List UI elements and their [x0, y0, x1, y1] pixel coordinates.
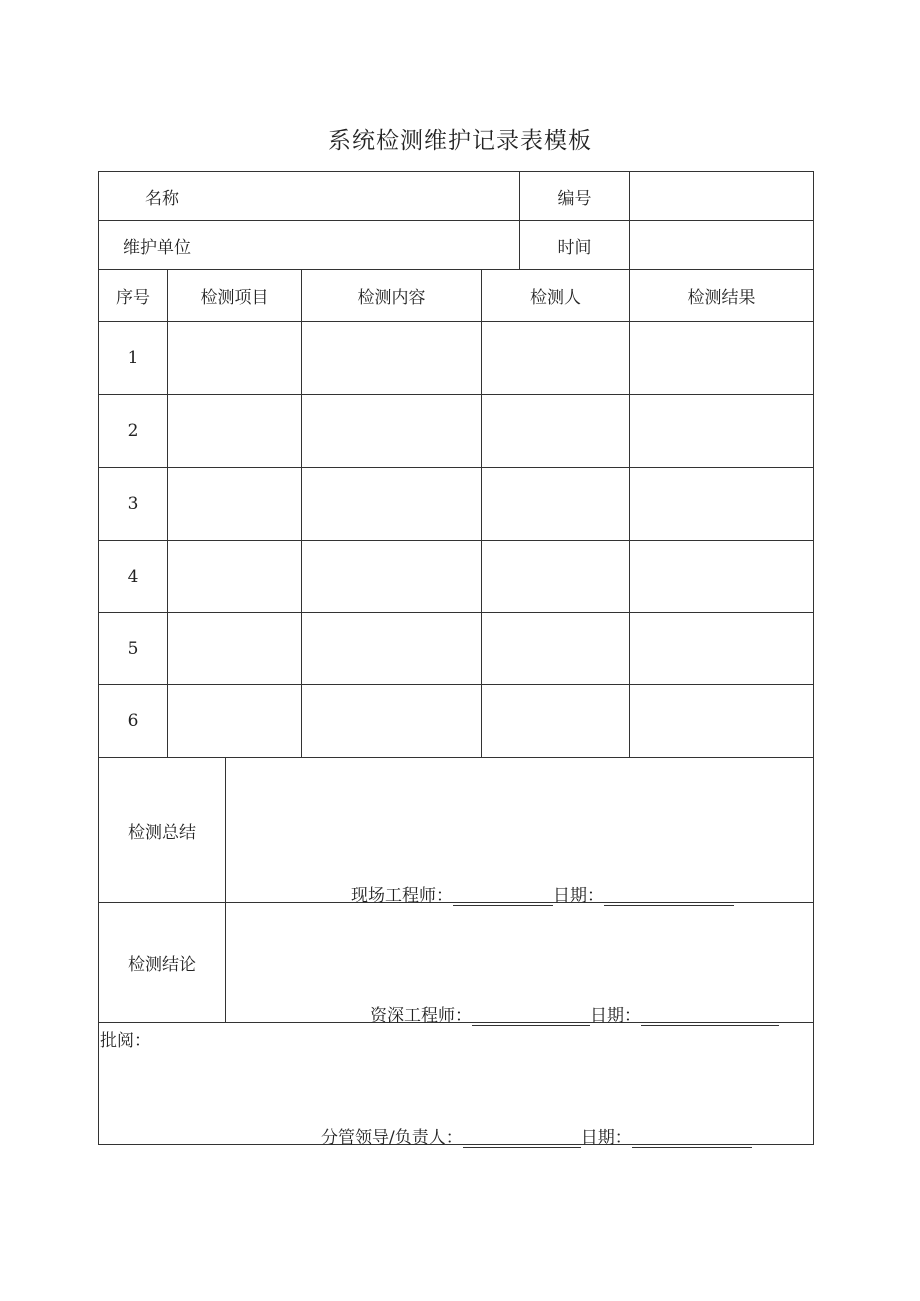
summary-date-label: 日期：: [553, 886, 604, 906]
review-date-blank[interactable]: [632, 1129, 752, 1148]
review-signer-label: 分管领导/负责人：: [321, 1128, 463, 1148]
col-divider: [629, 269, 630, 757]
conclusion-signer-blank[interactable]: [472, 1007, 590, 1026]
summary-date-blank[interactable]: [604, 887, 734, 906]
header-inspector: 检测人: [530, 288, 581, 308]
record-form: [98, 171, 814, 1148]
header-content: 检测内容: [357, 288, 426, 308]
row-divider: [99, 467, 813, 468]
row-divider: [99, 684, 813, 685]
review-signature-line: [321, 1123, 752, 1148]
header-result: 检测结果: [687, 288, 756, 308]
summary-label: 检测总结: [128, 822, 196, 843]
name-label: 名称: [145, 188, 179, 209]
row-number: 1: [127, 348, 139, 368]
header-seq: 序号: [116, 288, 150, 308]
row-divider: [99, 394, 813, 395]
col-divider: [167, 269, 168, 757]
summary-signer-label: 现场工程师：: [351, 886, 453, 906]
row-number: 4: [127, 566, 139, 587]
summary-signature-line: [351, 881, 734, 906]
conclusion-signer-label: 资深工程师：: [370, 1006, 472, 1026]
row-number: 3: [127, 494, 139, 514]
review-date-label: 日期：: [580, 1128, 632, 1148]
review-signer-blank[interactable]: [463, 1129, 581, 1148]
time-field[interactable]: [630, 221, 813, 269]
conclusion-label: 检测结论: [128, 955, 196, 975]
page-title: 系统检测维护记录表模板: [328, 128, 592, 154]
col-divider: [481, 269, 482, 757]
unit-label: 维护单位: [123, 237, 191, 258]
time-label: 时间: [557, 237, 592, 258]
number-field[interactable]: [630, 172, 813, 220]
number-label: 编号: [557, 188, 592, 209]
row-number: 5: [127, 638, 139, 659]
conclusion-date-blank[interactable]: [641, 1007, 779, 1026]
conclusion-date-label: 日期：: [590, 1006, 641, 1026]
row-number: 6: [127, 711, 139, 731]
row-divider: [99, 612, 813, 613]
col-divider: [301, 269, 302, 757]
row-number: 2: [127, 421, 139, 441]
col-divider: [225, 757, 226, 1022]
review-label: 批阅：: [100, 1031, 151, 1051]
header-item: 检测项目: [200, 288, 269, 308]
conclusion-signature-line: [370, 1001, 779, 1026]
summary-signer-blank[interactable]: [453, 887, 553, 906]
row-divider: [99, 321, 813, 322]
row-divider: [99, 540, 813, 541]
